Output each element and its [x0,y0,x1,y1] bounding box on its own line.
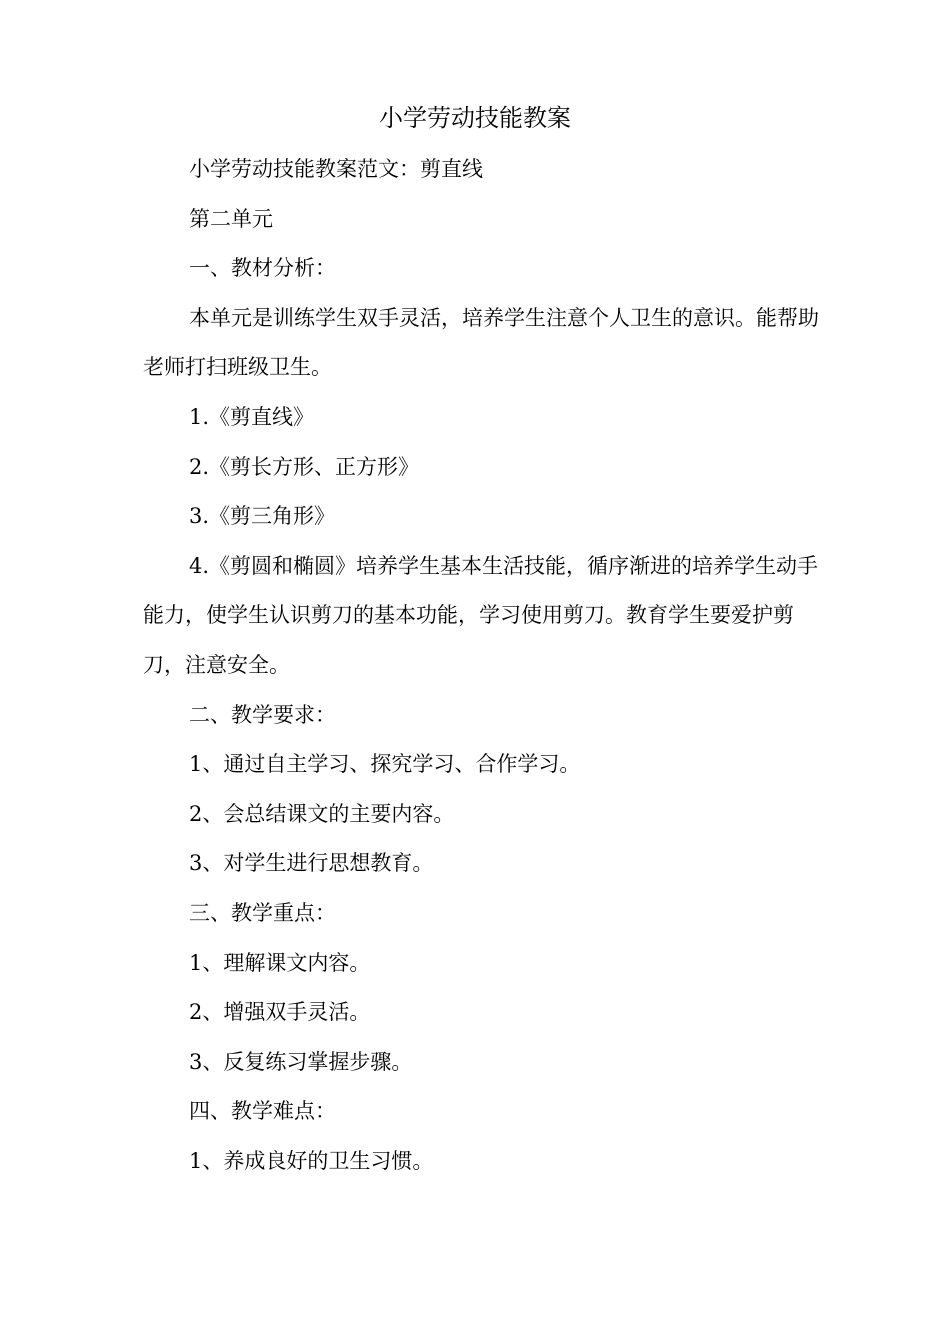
list-item: 1、养成良好的卫生习惯。 [189,1148,434,1173]
list-item: 3、反复练习掌握步骤。 [189,1049,413,1074]
list-item: 1、理解课文内容。 [189,950,371,975]
list-item: 1.《剪直线》 [189,404,315,429]
document-body [143,145,823,1186]
list-item: 2.《剪长方形、正方形》 [189,454,420,479]
section-heading: 一、教材分析： [189,256,336,281]
section-heading: 四、教学难点： [189,1099,336,1124]
paragraph: 小学劳动技能教案范文：剪直线 [189,157,483,181]
paragraph: 本单元是训练学生双手灵活，培养学生注意个人卫生的意识。能帮助老师打扫班级卫生。 [143,305,819,380]
list-item: 2、增强双手灵活。 [189,1000,371,1025]
section-heading: 三、教学重点： [189,900,336,925]
list-item: 4.《剪圆和椭圆》培养学生基本生活技能，循序渐进的培养学生动手能力，使学生认识剪刀的基本功能，学习使用剪刀。教育学生要爱护剪刀，注意安全。 [143,553,819,677]
paragraph: 第二单元 [189,206,273,231]
section-heading: 二、教学要求： [189,702,336,727]
document-title: 小学劳动技能教案 [379,104,571,132]
list-item: 1、通过自主学习、探究学习、合作学习。 [189,752,581,777]
list-item: 2、会总结课文的主要内容。 [189,801,455,826]
list-item: 3.《剪三角形》 [189,504,336,529]
list-item: 3、对学生进行思想教育。 [189,851,434,876]
